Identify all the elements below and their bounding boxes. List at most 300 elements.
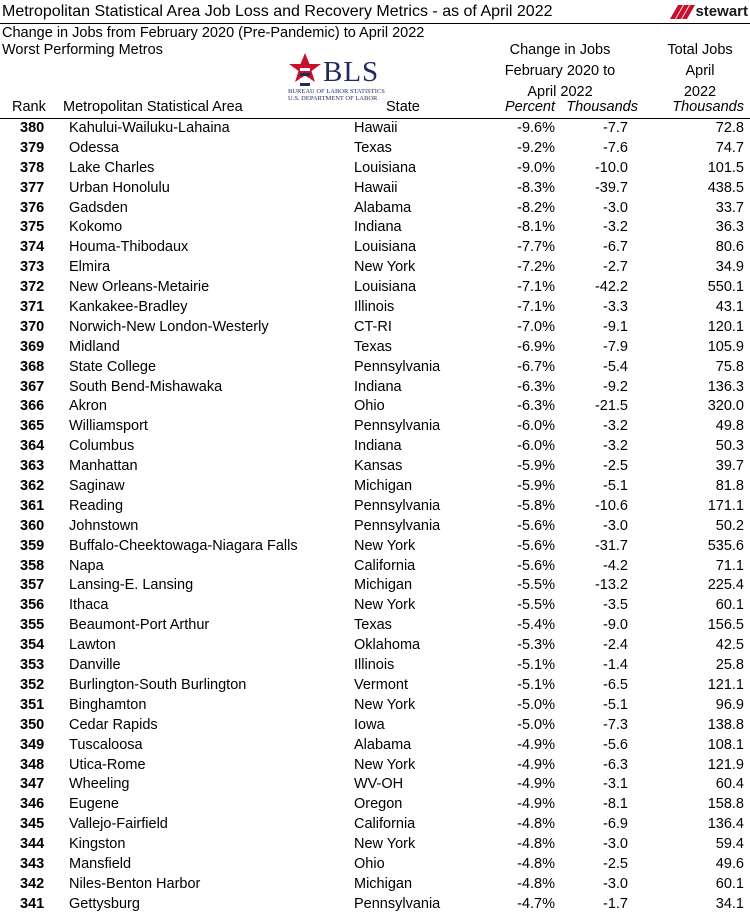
rank-cell: 344 xyxy=(20,836,45,853)
total-jobs-cell: 535.6 xyxy=(707,537,744,554)
state-cell: Pennsylvania xyxy=(354,358,441,375)
thousands-cell: -31.7 xyxy=(594,537,628,554)
msa-cell: Tuscaloosa xyxy=(69,736,143,753)
total-jobs-cell: 75.8 xyxy=(715,358,744,375)
percent-cell: -9.0% xyxy=(517,159,555,176)
total-jobs-cell: 96.9 xyxy=(715,696,744,713)
table-row xyxy=(0,397,750,417)
state-cell: Vermont xyxy=(354,676,408,693)
total-jobs-cell: 550.1 xyxy=(707,279,744,296)
percent-cell: -6.0% xyxy=(517,438,555,455)
table-row xyxy=(0,457,750,477)
state-cell: Hawaii xyxy=(354,179,398,196)
thousands-cell: -6.7 xyxy=(603,239,628,256)
thousands-cell: -9.0 xyxy=(603,617,628,634)
column-header-rank: Rank xyxy=(12,99,46,115)
percent-cell: -8.3% xyxy=(517,179,555,196)
thousands-cell: -9.2 xyxy=(603,378,628,395)
rank-cell: 367 xyxy=(20,378,45,395)
table-row xyxy=(0,437,750,457)
total-jobs-cell: 101.5 xyxy=(707,159,744,176)
state-cell: Illinois xyxy=(354,299,395,316)
rank-cell: 375 xyxy=(20,219,45,236)
table-row xyxy=(0,278,750,298)
state-cell: New York xyxy=(354,597,416,614)
msa-cell: Johnstown xyxy=(69,517,139,534)
total-jobs-cell: 81.8 xyxy=(715,478,744,495)
percent-cell: -6.3% xyxy=(517,378,555,395)
rank-cell: 364 xyxy=(20,438,45,455)
total-jobs-cell: 72.8 xyxy=(715,120,744,136)
thousands-cell: -3.2 xyxy=(603,219,628,236)
msa-cell: Gadsden xyxy=(69,199,128,216)
thousands-cell: -5.1 xyxy=(603,478,628,495)
total-jobs-cell: 50.2 xyxy=(715,517,744,534)
thousands-cell: -9.1 xyxy=(603,318,628,335)
percent-cell: -7.2% xyxy=(517,259,555,276)
stewart-slash-icon xyxy=(671,5,693,19)
rank-cell: 380 xyxy=(20,120,45,136)
total-jobs-cell: 60.4 xyxy=(715,776,744,793)
table-row xyxy=(0,576,750,596)
percent-cell: -4.8% xyxy=(517,855,555,872)
percent-cell: -4.9% xyxy=(517,756,555,773)
column-header-total-thousands: Thousands xyxy=(672,99,744,115)
table-row xyxy=(0,199,750,219)
total-jobs-cell: 136.4 xyxy=(707,816,744,833)
thousands-cell: -7.9 xyxy=(603,338,628,355)
state-cell: Louisiana xyxy=(354,279,417,296)
msa-cell: Norwich-New London-Westerly xyxy=(69,318,269,335)
thousands-cell: -3.0 xyxy=(603,199,628,216)
msa-cell: Lawton xyxy=(69,637,116,654)
rank-cell: 343 xyxy=(20,855,45,872)
subtitle-worst: Worst Performing Metros xyxy=(2,42,163,58)
msa-cell: Beaumont-Port Arthur xyxy=(69,617,210,634)
state-cell: Pennsylvania xyxy=(354,497,441,514)
percent-cell: -6.9% xyxy=(517,338,555,355)
total-jobs-cell: 156.5 xyxy=(707,617,744,634)
percent-cell: -8.1% xyxy=(517,219,555,236)
percent-cell: -4.8% xyxy=(517,875,555,892)
rank-cell: 353 xyxy=(20,657,45,674)
total-jobs-cell: 34.9 xyxy=(715,259,744,276)
thousands-cell: -2.5 xyxy=(603,458,628,475)
msa-cell: Eugene xyxy=(69,796,119,813)
msa-cell: Odessa xyxy=(69,139,119,156)
total-jobs-cell: 25.8 xyxy=(715,657,744,674)
thousands-cell: -5.4 xyxy=(603,358,628,375)
percent-cell: -7.0% xyxy=(517,318,555,335)
thousands-cell: -7.3 xyxy=(603,716,628,733)
rank-cell: 369 xyxy=(20,338,45,355)
thousands-cell: -3.1 xyxy=(603,776,628,793)
total-jobs-cell: 438.5 xyxy=(707,179,744,196)
rank-cell: 359 xyxy=(20,537,45,554)
percent-cell: -4.9% xyxy=(517,736,555,753)
state-cell: Texas xyxy=(354,139,392,156)
table-row xyxy=(0,477,750,497)
state-cell: Michigan xyxy=(354,478,413,495)
state-cell: Louisiana xyxy=(354,239,417,256)
percent-cell: -5.9% xyxy=(517,478,555,495)
state-cell: New York xyxy=(354,537,416,554)
column-header-percent: Percent xyxy=(505,99,555,115)
msa-cell: Elmira xyxy=(69,259,111,276)
table-row xyxy=(0,417,750,437)
total-jobs-cell: 136.3 xyxy=(707,378,744,395)
msa-cell: Binghamton xyxy=(69,696,147,713)
msa-cell: Midland xyxy=(69,338,120,355)
rank-cell: 356 xyxy=(20,597,45,614)
percent-cell: -5.3% xyxy=(517,637,555,654)
table-row xyxy=(0,815,750,835)
state-cell: New York xyxy=(354,259,416,276)
state-cell: Texas xyxy=(354,617,392,634)
percent-cell: -8.2% xyxy=(517,199,555,216)
table-row xyxy=(0,835,750,855)
thousands-cell: -8.1 xyxy=(603,796,628,813)
state-cell: Alabama xyxy=(354,199,412,216)
table-row xyxy=(0,358,750,378)
table-row xyxy=(0,119,750,139)
rank-cell: 365 xyxy=(20,418,45,435)
state-cell: Alabama xyxy=(354,736,412,753)
state-cell: Texas xyxy=(354,338,392,355)
table-row xyxy=(0,875,750,895)
total-jobs-cell: 34.1 xyxy=(715,895,744,912)
thousands-cell: -13.2 xyxy=(594,577,628,594)
bls-logo xyxy=(285,50,395,106)
rank-cell: 376 xyxy=(20,199,45,216)
percent-cell: -4.8% xyxy=(517,816,555,833)
column-header-thousands: Thousands xyxy=(566,99,638,115)
thousands-cell: -3.3 xyxy=(603,299,628,316)
percent-cell: -4.8% xyxy=(517,836,555,853)
thousands-cell: -2.4 xyxy=(603,637,628,654)
percent-cell: -5.6% xyxy=(517,517,555,534)
thousands-cell: -5.6 xyxy=(603,736,628,753)
msa-cell: New Orleans-Metairie xyxy=(69,279,210,296)
msa-cell: Utica-Rome xyxy=(69,756,146,773)
state-cell: Michigan xyxy=(354,577,413,594)
msa-cell: South Bend-Mishawaka xyxy=(69,378,223,395)
total-jobs-cell: 121.1 xyxy=(707,676,744,693)
state-cell: Iowa xyxy=(354,716,385,733)
rank-cell: 378 xyxy=(20,159,45,176)
rank-cell: 347 xyxy=(20,776,45,793)
total-jobs-cell: 320.0 xyxy=(707,398,744,415)
table-row xyxy=(0,298,750,318)
table-row xyxy=(0,656,750,676)
table-row xyxy=(0,218,750,238)
table-row xyxy=(0,378,750,398)
percent-cell: -6.0% xyxy=(517,418,555,435)
msa-cell: Buffalo-Cheektowaga-Niagara Falls xyxy=(69,537,298,554)
state-cell: Ohio xyxy=(354,855,385,872)
percent-cell: -5.4% xyxy=(517,617,555,634)
msa-cell: Wheeling xyxy=(69,776,130,793)
total-jobs-cell: 225.4 xyxy=(707,577,744,594)
rank-cell: 350 xyxy=(20,716,45,733)
msa-cell: Niles-Benton Harbor xyxy=(69,875,201,892)
rank-cell: 361 xyxy=(20,497,45,514)
rank-cell: 370 xyxy=(20,318,45,335)
percent-cell: -7.1% xyxy=(517,299,555,316)
rank-cell: 341 xyxy=(20,895,45,912)
data-table-body xyxy=(0,119,750,915)
rank-cell: 366 xyxy=(20,398,45,415)
rank-cell: 351 xyxy=(20,696,45,713)
msa-cell: Burlington-South Burlington xyxy=(69,676,247,693)
msa-cell: Reading xyxy=(69,497,124,514)
rank-cell: 342 xyxy=(20,875,45,892)
table-row xyxy=(0,855,750,875)
percent-cell: -7.7% xyxy=(517,239,555,256)
rank-cell: 352 xyxy=(20,676,45,693)
state-cell: Indiana xyxy=(354,219,402,236)
percent-cell: -5.5% xyxy=(517,597,555,614)
total-jobs-cell: 108.1 xyxy=(707,736,744,753)
msa-cell: Ithaca xyxy=(69,597,109,614)
rank-cell: 349 xyxy=(20,736,45,753)
state-cell: Illinois xyxy=(354,657,395,674)
state-cell: California xyxy=(354,557,416,574)
msa-cell: Kokomo xyxy=(69,219,123,236)
title-bar xyxy=(0,0,750,24)
state-cell: Louisiana xyxy=(354,159,417,176)
bls-agency-name: BUREAU OF LABOR STATISTICS U.S. DEPARTMENT OF LABOR xyxy=(288,88,385,102)
state-cell: Oregon xyxy=(354,796,403,813)
msa-cell: Columbus xyxy=(69,438,135,455)
msa-cell: Houma-Thibodaux xyxy=(69,239,189,256)
rank-cell: 357 xyxy=(20,577,45,594)
percent-cell: -9.6% xyxy=(517,120,555,136)
rank-cell: 348 xyxy=(20,756,45,773)
table-row xyxy=(0,537,750,557)
table-row xyxy=(0,139,750,159)
percent-cell: -4.7% xyxy=(517,895,555,912)
rank-cell: 345 xyxy=(20,816,45,833)
thousands-cell: -3.0 xyxy=(603,875,628,892)
percent-cell: -5.6% xyxy=(517,537,555,554)
thousands-cell: -3.0 xyxy=(603,836,628,853)
thousands-cell: -3.5 xyxy=(603,597,628,614)
thousands-cell: -3.2 xyxy=(603,438,628,455)
percent-cell: -5.1% xyxy=(517,676,555,693)
msa-cell: State College xyxy=(69,358,157,375)
table-row xyxy=(0,895,750,915)
table-row xyxy=(0,318,750,338)
table-row xyxy=(0,636,750,656)
rank-cell: 374 xyxy=(20,239,45,256)
total-jobs-cell: 121.9 xyxy=(707,756,744,773)
msa-cell: Napa xyxy=(69,557,104,574)
state-cell: Indiana xyxy=(354,378,402,395)
total-jobs-cell: 36.3 xyxy=(715,219,744,236)
total-jobs-group-header: Total Jobs April 2022 xyxy=(667,42,733,100)
state-cell: Pennsylvania xyxy=(354,895,441,912)
percent-cell: -5.1% xyxy=(517,657,555,674)
column-header-state: State xyxy=(386,99,420,115)
percent-cell: -4.9% xyxy=(517,796,555,813)
bls-wordmark: BLS xyxy=(323,56,380,88)
rank-cell: 379 xyxy=(20,139,45,156)
thousands-cell: -39.7 xyxy=(594,179,628,196)
table-row xyxy=(0,179,750,199)
total-jobs-cell: 80.6 xyxy=(715,239,744,256)
thousands-cell: -6.5 xyxy=(603,676,628,693)
percent-cell: -6.7% xyxy=(517,358,555,375)
table-row xyxy=(0,756,750,776)
state-cell: Ohio xyxy=(354,398,385,415)
table-row xyxy=(0,775,750,795)
thousands-cell: -5.1 xyxy=(603,696,628,713)
rank-cell: 360 xyxy=(20,517,45,534)
state-cell: Indiana xyxy=(354,438,402,455)
total-jobs-cell: 49.6 xyxy=(715,855,744,872)
state-cell: Pennsylvania xyxy=(354,418,441,435)
total-jobs-cell: 120.1 xyxy=(707,318,744,335)
thousands-cell: -4.2 xyxy=(603,557,628,574)
total-jobs-cell: 60.1 xyxy=(715,875,744,892)
rank-cell: 363 xyxy=(20,458,45,475)
thousands-cell: -1.4 xyxy=(603,657,628,674)
msa-cell: Cedar Rapids xyxy=(69,716,158,733)
rank-cell: 362 xyxy=(20,478,45,495)
rank-cell: 373 xyxy=(20,259,45,276)
rank-cell: 354 xyxy=(20,637,45,654)
total-jobs-cell: 49.8 xyxy=(715,418,744,435)
state-cell: New York xyxy=(354,836,416,853)
thousands-cell: -2.7 xyxy=(603,259,628,276)
rank-cell: 377 xyxy=(20,179,45,196)
table-row xyxy=(0,736,750,756)
total-jobs-cell: 33.7 xyxy=(715,199,744,216)
thousands-cell: -42.2 xyxy=(594,279,628,296)
percent-cell: -9.2% xyxy=(517,139,555,156)
msa-cell: Mansfield xyxy=(69,855,132,872)
state-cell: Kansas xyxy=(354,458,403,475)
table-row xyxy=(0,159,750,179)
thousands-cell: -3.0 xyxy=(603,517,628,534)
msa-cell: Gettysburg xyxy=(69,895,140,912)
msa-cell: Danville xyxy=(69,657,121,674)
rank-cell: 372 xyxy=(20,279,45,296)
stewart-logo xyxy=(671,3,748,20)
table-row xyxy=(0,716,750,736)
state-cell: Pennsylvania xyxy=(354,517,441,534)
msa-cell: Manhattan xyxy=(69,458,138,475)
table-row xyxy=(0,238,750,258)
percent-cell: -5.0% xyxy=(517,716,555,733)
total-jobs-cell: 71.1 xyxy=(715,557,744,574)
rank-cell: 355 xyxy=(20,617,45,634)
change-in-jobs-group-header: Change in Jobs February 2020 to April 2022 xyxy=(504,42,616,100)
table-row xyxy=(0,517,750,537)
thousands-cell: -21.5 xyxy=(594,398,628,415)
state-cell: Oklahoma xyxy=(354,637,421,654)
subtitle-change: Change in Jobs from February 2020 (Pre-Pandemic) to April 2022 xyxy=(2,25,425,41)
total-jobs-cell: 50.3 xyxy=(715,438,744,455)
total-jobs-cell: 105.9 xyxy=(707,338,744,355)
msa-cell: Kankakee-Bradley xyxy=(69,299,188,316)
thousands-cell: -7.7 xyxy=(603,120,628,136)
state-cell: Hawaii xyxy=(354,120,398,136)
percent-cell: -5.9% xyxy=(517,458,555,475)
table-row xyxy=(0,557,750,577)
total-jobs-cell: 39.7 xyxy=(715,458,744,475)
msa-cell: Saginaw xyxy=(69,478,125,495)
percent-cell: -4.9% xyxy=(517,776,555,793)
table-row xyxy=(0,497,750,517)
percent-cell: -5.8% xyxy=(517,497,555,514)
column-header-msa: Metropolitan Statistical Area xyxy=(63,99,243,115)
thousands-cell: -7.6 xyxy=(603,139,628,156)
total-jobs-cell: 59.4 xyxy=(715,836,744,853)
total-jobs-cell: 42.5 xyxy=(715,637,744,654)
thousands-cell: -2.5 xyxy=(603,855,628,872)
msa-cell: Kahului-Wailuku-Lahaina xyxy=(69,120,230,136)
msa-cell: Kingston xyxy=(69,836,126,853)
rank-cell: 358 xyxy=(20,557,45,574)
brand-name: stewart xyxy=(695,3,748,20)
msa-cell: Urban Honolulu xyxy=(69,179,170,196)
total-jobs-cell: 74.7 xyxy=(715,139,744,156)
msa-cell: Vallejo-Fairfield xyxy=(69,816,168,833)
thousands-cell: -6.3 xyxy=(603,756,628,773)
table-row xyxy=(0,338,750,358)
total-jobs-cell: 60.1 xyxy=(715,597,744,614)
rank-cell: 368 xyxy=(20,358,45,375)
percent-cell: -7.1% xyxy=(517,279,555,296)
state-cell: New York xyxy=(354,696,416,713)
bls-star-flag-icon xyxy=(285,52,325,88)
table-row xyxy=(0,676,750,696)
state-cell: WV-OH xyxy=(354,776,404,793)
table-row xyxy=(0,696,750,716)
percent-cell: -6.3% xyxy=(517,398,555,415)
thousands-cell: -10.0 xyxy=(594,159,628,176)
table-row xyxy=(0,616,750,636)
table-row xyxy=(0,258,750,278)
state-cell: New York xyxy=(354,756,416,773)
table-row xyxy=(0,596,750,616)
rank-cell: 346 xyxy=(20,796,45,813)
msa-cell: Lake Charles xyxy=(69,159,155,176)
state-cell: CT-RI xyxy=(354,318,392,335)
table-row xyxy=(0,795,750,815)
msa-cell: Williamsport xyxy=(69,418,148,435)
thousands-cell: -1.7 xyxy=(603,895,628,912)
total-jobs-cell: 171.1 xyxy=(707,497,744,514)
percent-cell: -5.5% xyxy=(517,577,555,594)
thousands-cell: -6.9 xyxy=(603,816,628,833)
state-cell: Michigan xyxy=(354,875,413,892)
rank-cell: 371 xyxy=(20,299,45,316)
percent-cell: -5.6% xyxy=(517,557,555,574)
state-cell: California xyxy=(354,816,416,833)
page-title: Metropolitan Statistical Area Job Loss and Recovery Metrics - as of April 2022 xyxy=(2,3,553,20)
total-jobs-cell: 43.1 xyxy=(715,299,744,316)
total-jobs-cell: 158.8 xyxy=(707,796,744,813)
thousands-cell: -10.6 xyxy=(594,497,628,514)
msa-cell: Lansing-E. Lansing xyxy=(69,577,194,594)
total-jobs-cell: 138.8 xyxy=(707,716,744,733)
percent-cell: -5.0% xyxy=(517,696,555,713)
msa-cell: Akron xyxy=(69,398,107,415)
thousands-cell: -3.2 xyxy=(603,418,628,435)
